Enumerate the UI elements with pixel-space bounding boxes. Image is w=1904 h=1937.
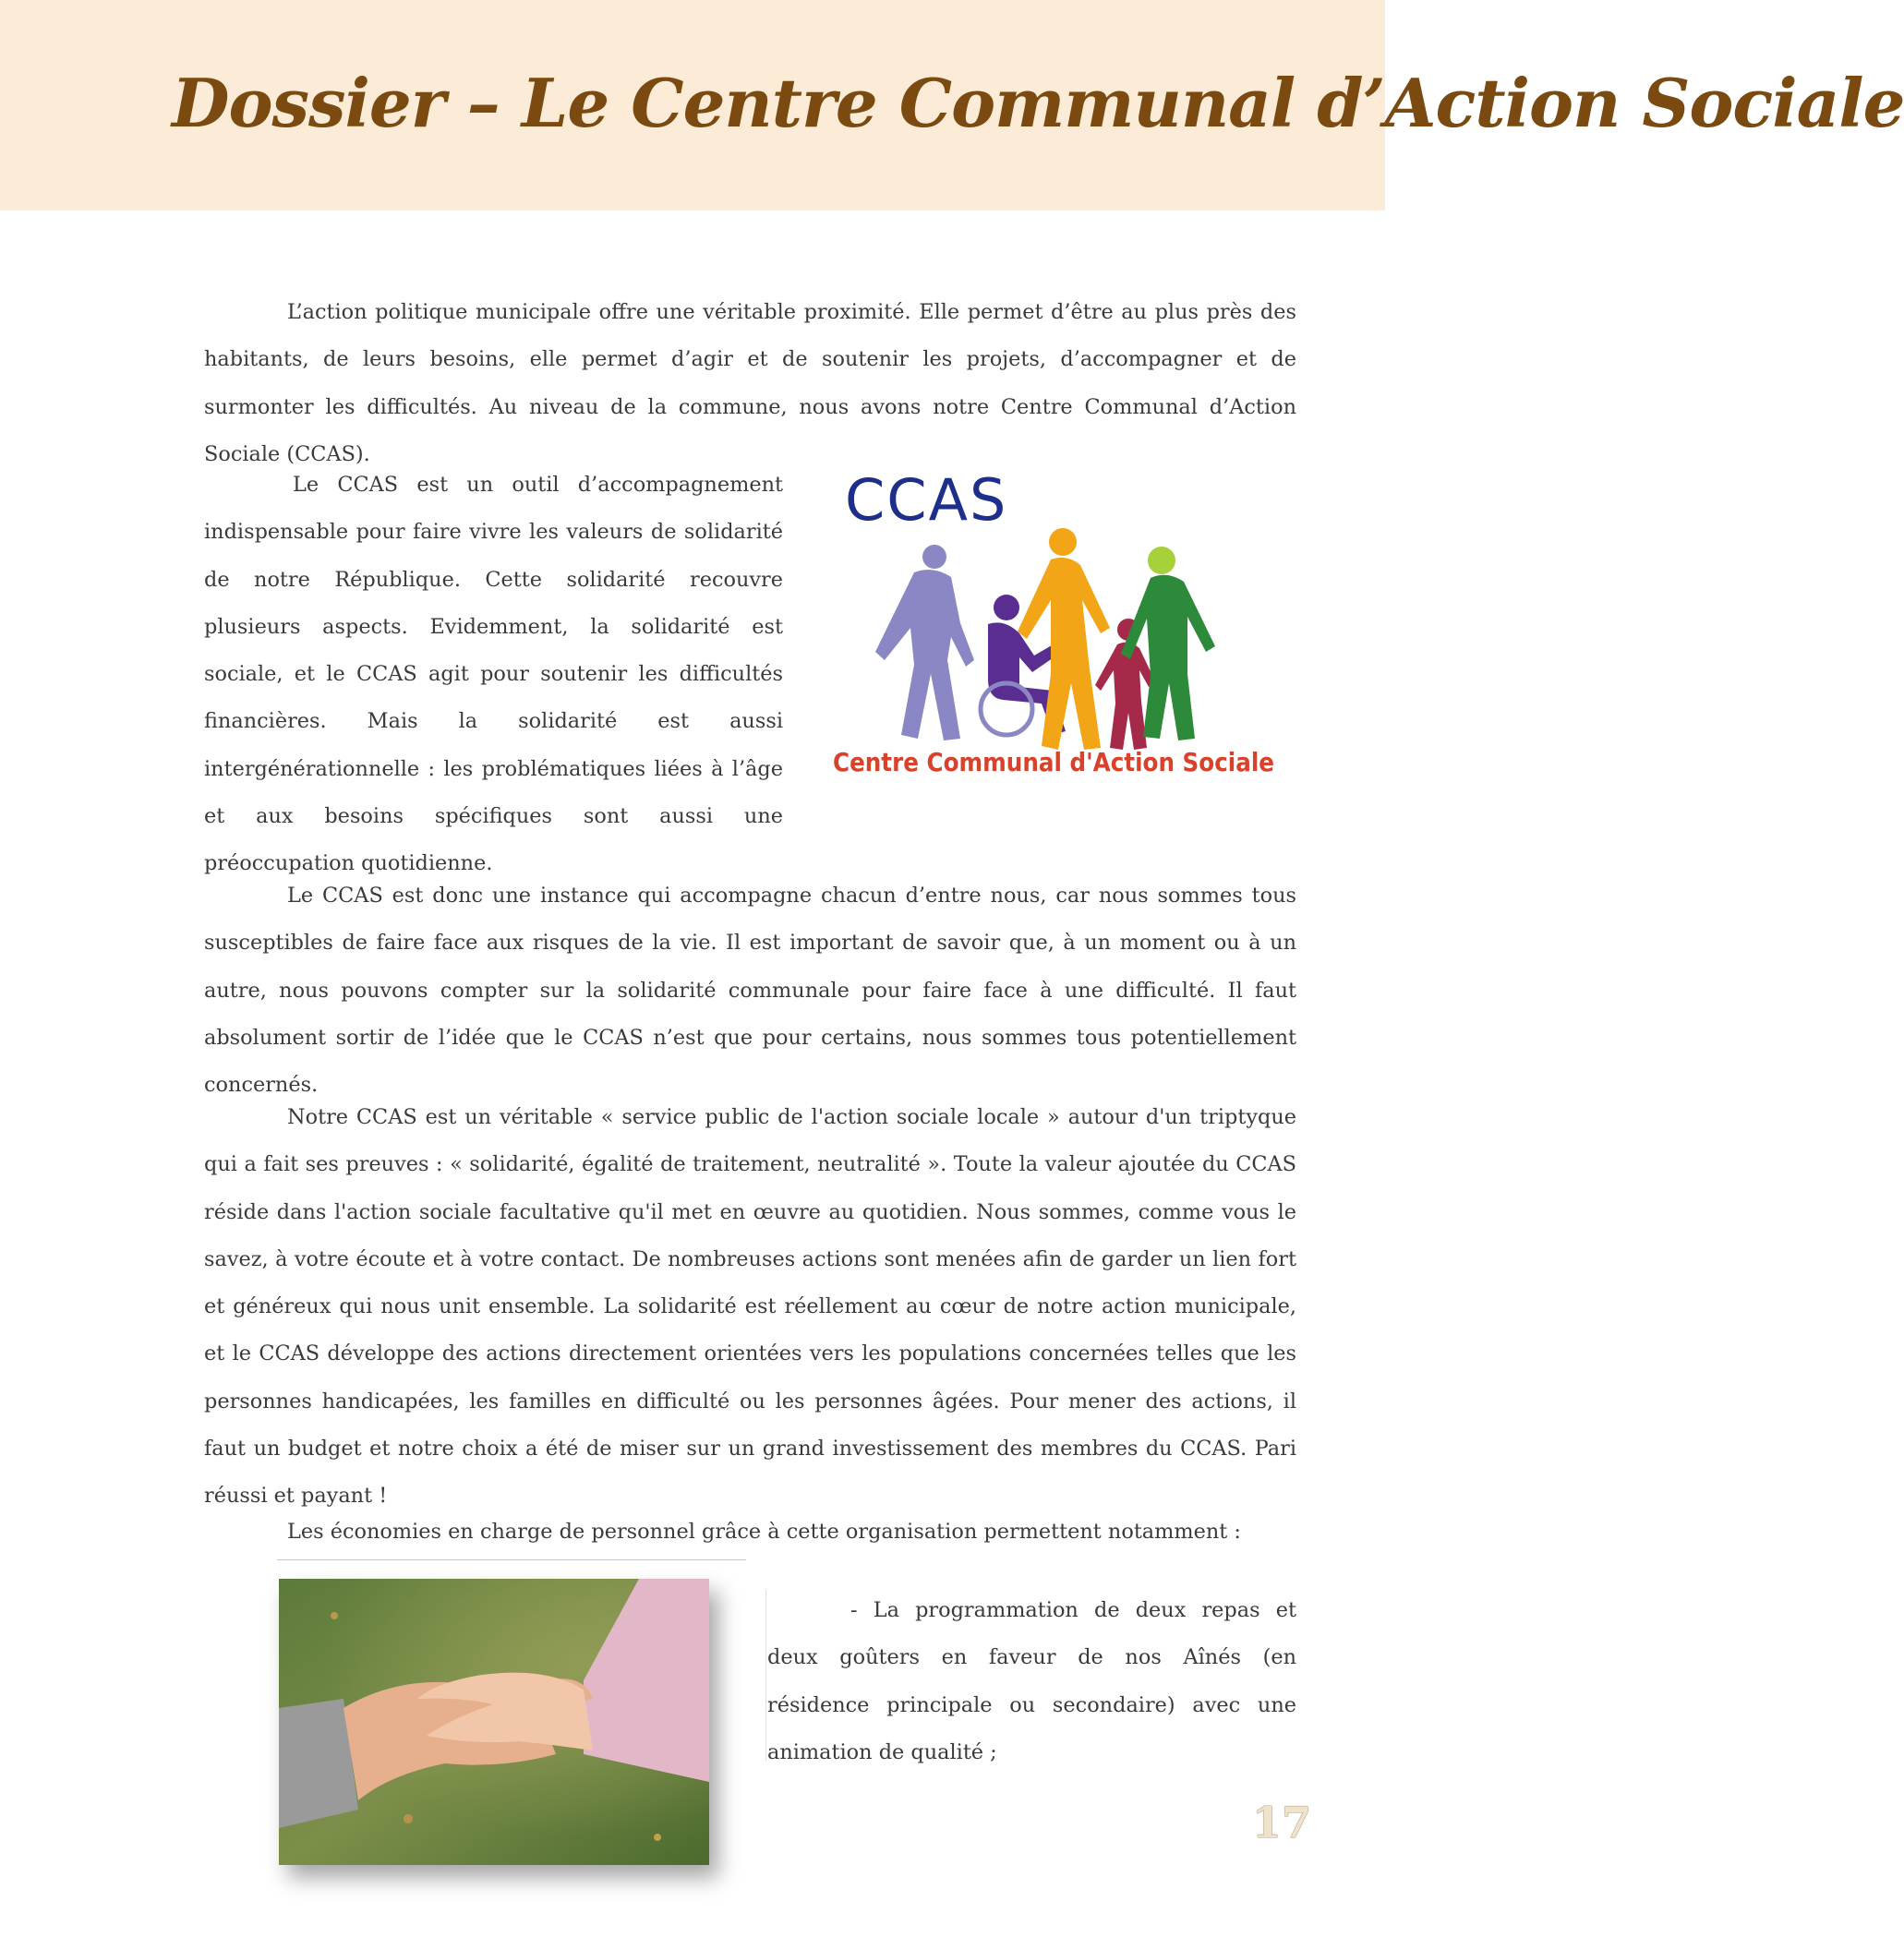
page-title: Dossier – Le Centre Communal d’Action Sociale	[172, 64, 1904, 142]
list-intro: Les économies en charge de personnel grâce à cette organisation permettent notamment :	[287, 1520, 1241, 1544]
page-number: 17	[1252, 1798, 1312, 1847]
ccas-logo	[822, 462, 1283, 794]
list-item: - La programmation de deux repas et deux goûters en faveur de nos Aînés (en résidence principale ou secondaire) avec une animation de qualité ;	[767, 1598, 1296, 1764]
divider-line	[277, 1559, 746, 1560]
paragraph-instance: Le CCAS est donc une instance qui accompagne chacun d’entre nous, car nous sommes tous susceptibles de faire face aux risques de la vie. Il est important de savoir que, à un moment ou à un autre, nous pouvons compter sur la solidarité communale pour faire face à une difficulté. Il faut absolument sortir de l’idée que le CCAS n’est que pour certains, nous sommes tous potentiellement concernés.	[204, 884, 1296, 1098]
paragraph-ccas-tool: Le CCAS est un outil d’accompagnement indispensable pour faire vivre les valeurs de solidarité de notre République. Cette solidarité recouvre plusieurs aspects. Evidemment, la solidarité est sociale, et le CCAS agit pour soutenir les difficultés financières. Mais la solidarité est aussi intergénérationnelle : les problématiques liées à l’âge et aux besoins spécifiques sont aussi une préoccupation quotidienne.	[204, 473, 783, 876]
paragraph-intro: L’action politique municipale offre une véritable proximité. Elle permet d’être au plus près des habitants, de leurs besoins, elle permet d’agir et de soutenir les projets, d’accompagner et de surmonter les difficultés. Au niveau de la commune, nous avons notre Centre Communal d’Action Sociale (CCAS).	[204, 300, 1296, 466]
figure-adult-lavender-icon	[875, 545, 974, 740]
paragraph-service-public: Notre CCAS est un véritable « service public de l'action sociale locale » autour d'un triptyque qui a fait ses preuves : « solidarité, égalité de traitement, neutralité ». Toute la valeur ajoutée du CCAS réside dans l'action sociale facultative qu'il met en œuvre au quotidien. Nous sommes, comme vous le savez, à votre écoute et à votre contact. De nombreuses actions sont menées afin de garder un lien fort et généreux qui nous unit ensemble. La solidarité est réellement au cœur de notre action municipale, et le CCAS développe des actions directement orientées vers les populations concernées telles que les personnes handicapées, les familles en difficulté ou les personnes âgées. Pour mener des actions, il faut un budget et notre choix a été de miser sur un grand investissement des membres du CCAS. Pari réussi et payant !	[204, 1105, 1296, 1509]
bullet-border	[765, 1590, 766, 1762]
logo-caption: Centre Communal d'Action Sociale	[833, 747, 1274, 777]
holding-hands-photo	[279, 1579, 709, 1865]
logo-acronym: CCAS	[845, 466, 1008, 534]
